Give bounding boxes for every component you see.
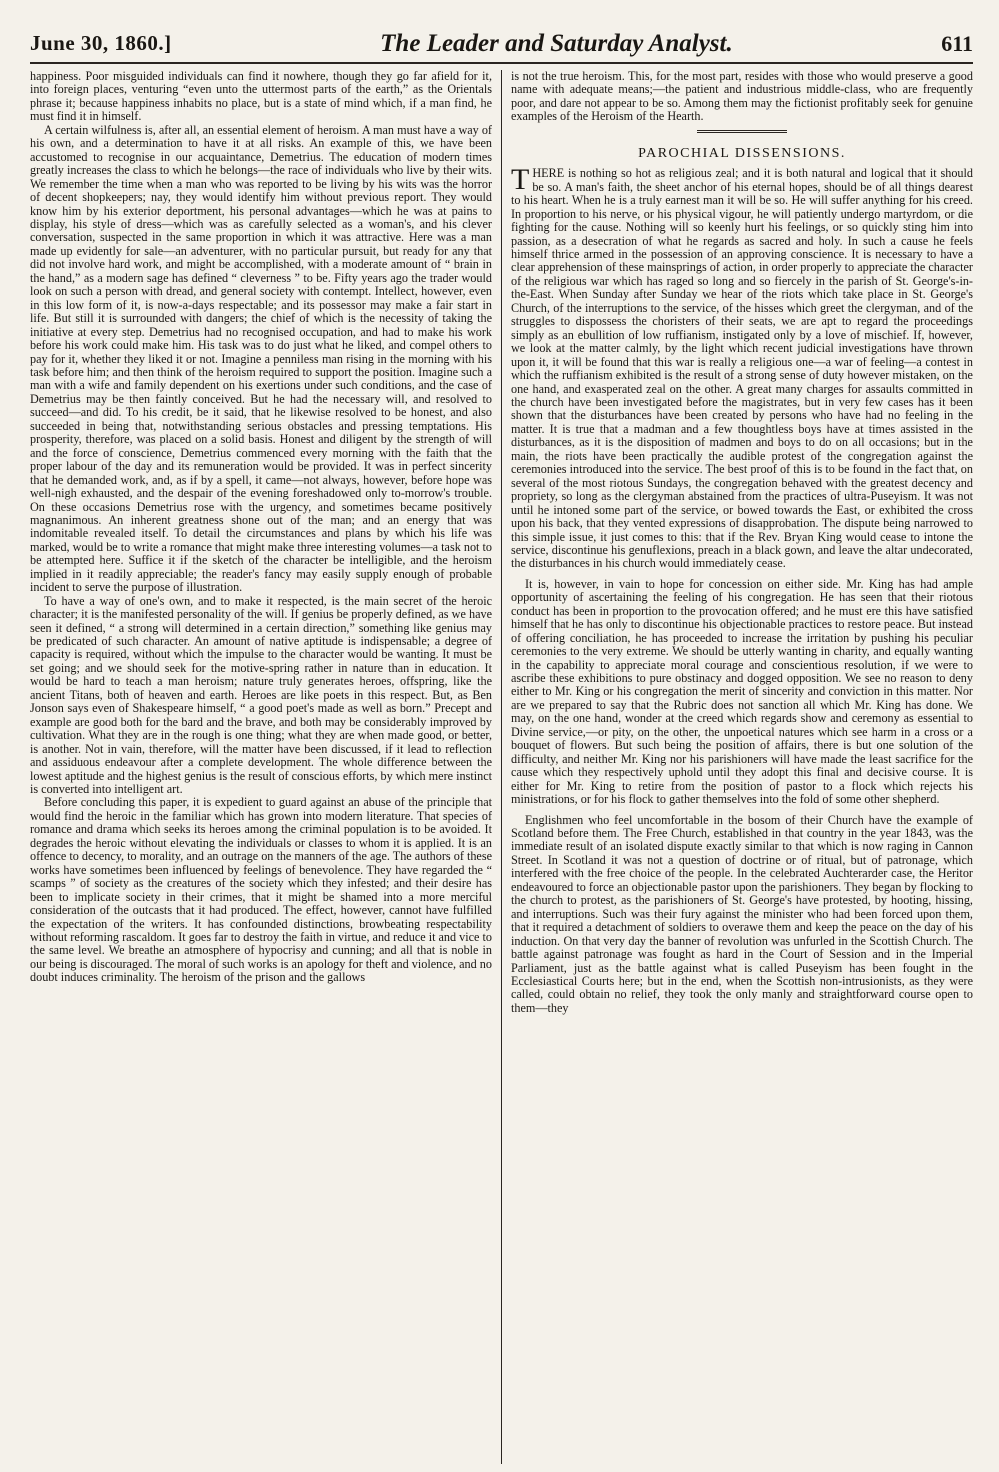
article-columns	[30, 70, 973, 1464]
section-title: PAROCHIAL DISSENSIONS.	[638, 145, 846, 161]
column-divider	[501, 70, 502, 1464]
article-paragraph: Englishmen who feel uncomfortable in the bosom of their Church have the example of Scotland before them. The Free Church, established in that country in the year 1843, was the immediate result of an isolated dispute exactly similar to that which is now raging in Cannon Street. In Scotland it was not a question of doctrine or of ritual, but of patronage, which interfered with the free choice of the people. In the celebrated Auchterarder case, the Heritor endeavoured to force an objectionable pastor upon the parishioners. They began by flocking to the church to protest, as the parishioners of St. George's have protested, by hooting, hissing, and interruptions. Such was their fury against the minister who had been forced upon them, that it required a detachment of soldiers to overawe them and keep the peace on the day of his induction. On that very day the banner of revolution was unfurled in the Scottish Church. The battle against patronage was fought as hard in the Court of Session and in the Imperial Parliament, just as the battle against what is called Puseyism has been fought in the Ecclesiastical Courts here; but in the end, when the Scottish non-intrusionists, as they were called, could obtain no relief, they took the only manly and straightforward course open to them—they	[510, 812, 973, 1015]
article-paragraph: happiness. Poor misguided individuals can find it nowhere, though they go far afield for it, into foreign places, venturing “even unto the uttermost parts of the earth,” as the Orientals phrase it; because happiness inhabits no place, but is a state of mind which, if a man find, he must find it in himself.	[30, 70, 492, 124]
right-column	[511, 70, 973, 1464]
article-paragraph: It is, however, in vain to hope for concession on either side. Mr. King has had ample opportunity of ascertaining the feeling of his congregation. He has seen that their riotous conduct has been in proportion to the provocation offered; and he must ere this have satisfied himself that he has only to discontinue his objectionable practices to restore peace. But instead of offering conciliation, he has proceeded to increase the irritation by pushing his peculiar ceremonies to the very extreme. We should be utterly wanting in charity, and equally wanting in the capability to appreciate moral courage and conscientious resolution, if we were to ascribe these exhibitions to pure obstinacy and dogged opposition. We see no reason to deny either to Mr. King or his congregation the merit of sincerity and conviction in this matter. Nor are we prepared to say that the Rubric does not sanction all which Mr. King has done. We may, on the one hand, wonder at the creed which regards show and ceremony as essential to Divine service,—or pity, on the other, the unpoetical natures which see harm in a cross or a bouquet of flowers. But such being the position of affairs, there is but one solution of the difficulty, and neither Mr. King nor his parishioners will have made the least sacrifice for the cause which they respectively uphold until they adopt this final and decisive course. It is either for Mr. King to retire from the position of pastor to a flock which rejects his ministrations, or for his flock to gather themselves into the fold of some other shepherd.	[510, 576, 973, 807]
article-paragraph: A certain wilfulness is, after all, an essential element of heroism. A man must have a way of his own, and a determination to have it at all risks. An example of this, we have been accustomed to recognise in our acquaintance, Demetrius. The education of modern times greatly increases the class to which he belongs—the race of individuals who live by their wits. We remember the time when a man who was reported to be living by his wits was the horror of decent shopkeepers; nay, they would identify him without previous report. They would know him by his exterior deportment, his personal advantages—which he was at pains to display, his style of dress—which was as carefully selected as a woman's, and his clever conversation, suspected in the same proportion in which it was attractive. Here was a man made up evidently for sale—an adventurer, with no particular pursuit, but ready for any that did not involve hard work, and might be accomplished, with a moderate amount of “ brain in the hand,” as a modern sage has defined “ cleverness ” to be. Fifty years ago the trader would look on such a person with dread, and general society with contempt. Intellect, however, even in this low form of it, is now-a-days respectable; and its possessor may make a fair start in life. But still it is surrounded with dangers; the chief of which is the necessity of taking the initiative at every step. Demetrius had no recognised occupation, and had to make his work before his work could make him. His task was to do just what he liked, and compel others to pay for it, whether they liked it or not. Imagine a penniless man rising in the morning with his task before him; and then think of the heroism required to support the position. Imagine such a man with a wife and family dependent on his exertions under such conditions, and the case of Demetrius may be then faintly conceived. But he had the necessary will, and resolved to succeed—and did. To his credit, be it said, that he likewise resolved to be honest, and also succeeded in being that, notwithstanding serious obstacles and pressing temptations. His prosperity, therefore, was placed on a solid basis. Honest and diligent by the strength of will and the force of conscience, Demetrius commenced every morning with the faith that the proper labour of the day and its remuneration would be provided. It was in perfect sincerity that he demanded work, and, as if by a spell, it came—not always, however, before hope was well-nigh exhausted, and the despair of the evening foreshadowed only to-morrow's trouble. On these occasions Demetrius rose with the urgency, and sometimes became positively magnanimous. An inherent greatness shone out of the man; and an energy that was indomitable revealed itself. To detail the circumstances and plans by which his life was marked, would be to write a romance that might make three interesting volumes—a task not to be attempted here. Suffice it if the sketch of the character be intelligible, and the heroism implied in it readily appreciable; the reader's fancy may easily supply enough of probable incident to serve the purpose of illustration.	[30, 122, 492, 595]
article-paragraph: is not the true heroism. This, for the most part, resides with those who would preserve a good name with adequate means;—the patient and industrious middle-class, who are frequently poor, and dare not appear to be so. Among them may the fictionist profitably seek for genuine examples of the Heroism of the Hearth.	[510, 70, 973, 124]
publication-title: The Leader and Saturday Analyst.	[380, 30, 733, 57]
section-divider	[697, 130, 787, 133]
article-paragraph: To have a way of one's own, and to make it respected, is the main secret of the heroic character; it is the manifested personality of the will. If genius be properly defined, as we have seen it defined, “ a strong will determined in a certain direction,” something like genius may be predicated of such character. An amount of native aptitude is indispensable; a degree of capacity is required, without which the impulse to the character would be wanting. It must be set going; and we should seek for the motive-spring rather in nature than in education. It would be hard to teach a man heroism; nature truly generates heroes, offspring, like the ancient Titans, both of heaven and earth. Heroes are like poets in this respect. But, as Ben Jonson says even of Shakespeare himself, “ a good poet's made as well as born.” Precept and example are good both for the bard and the brave, and both may be considerably improved by cultivation. What they are in the rough is one thing; what they are when made good, or better, is another. Not in vain, therefore, will the matter have been discussed, if it lead to reflection and assiduous endeavour after a complete development. The whole difference between the lowest aptitude and the highest genius is the result of conscious efforts, by which mere instinct is converted into intelligent art.	[30, 593, 492, 797]
left-column	[30, 70, 492, 1464]
article-paragraph: Before concluding this paper, it is expedient to guard against an abuse of the principle that would find the heroic in the familiar which has grown into modern literature. That species of romance and drama which seeks its heroes among the criminal population is to be avoided. It degrades the heroic without elevating the individuals or classes to whom it is applied. It is an offence to decency, to morality, and an outrage on the manners of the age. The authors of these works have sometimes been influenced by feelings of benevolence. They have regarded the “ scamps ” of society as the creatures of the society which they infested; and their desire has been to implicate society in their crimes, that it might be shamed into a more merciful consideration of the outcasts that it had produced. The effect, however, cannot have fulfilled the expectation of the writers. It has confounded distinctions, browbeating respectability without reforming rascaldom. It goes far to destroy the faith in virtue, and reduce it and vice to the same level. We breathe an atmosphere of hypocrisy and cunning; and all that is noble in our being is discouraged. The moral of such works is an apology for theft and violence, and no doubt induces criminality. The heroism of the prison and the gallows	[30, 795, 492, 985]
drop-cap: T	[510, 163, 530, 197]
page-number: 611	[941, 31, 973, 56]
article-paragraph	[510, 163, 973, 571]
masthead	[30, 22, 973, 64]
issue-date: June 30, 1860.]	[30, 31, 172, 55]
article-paragraph-text: HERE is nothing so hot as religious zeal; and it is both natural and logical that it should be so. A man's faith, the sheet anchor of his eternal hopes, should be of all things dearest to his heart. When he is a truly earnest man it will be so. He will suffer anything for his creed. In proportion to his nerve, or his physical vigour, he will patiently undergo martyrdom, or die fighting for the cause. Nothing will so keenly hurt his feelings, or so quickly sting him into passion, as a desecration of what he regards as sacred and holy. In such a cause he feels himself thrice armed in the possession of an approving conscience. It is necessary to have a clear apprehension of these mainsprings of action, in order properly to appreciate the character of the religious war which has raged so long and so fiercely in the parish of St. George's-in-the-East. When Sunday after Sunday we hear of the riots which take place in St. George's Church, of the interruptions to the service, of the hisses which greet the clergyman, and of the struggles to dispossess the choristers of their seats, we are apt to regard the proceedings simply as an ebullition of low ruffianism, instigated only by a love of mischief. If, however, we look at the matter calmly, by the light which recent judicial investigations have thrown upon it, it will be found that this war is really a religious one—a war of feeling—a contest in which the ruffianism exhibited is the result of a strong sense of duty however mistaken, on the one hand, and exasperated zeal on the other. A great many charges for assaults committed in the church have been investigated before the magistrates, but in very few cases has it been shown that the disturbances have been created by persons who have had no feeling in the matter. It is true that a madman and a few thoughtless boys have at times assisted in the disturbances, as it is the disposition of madmen and boys to do on all occasions; but in the main, the riots have been practically the audible protest of the congregation against the ceremonies introduced into the service. The best proof of this is to be found in the fact that, on several of the most riotous Sundays, the congregation behaved with the greatest decency and propriety, so long as the clergyman abstained from the practices of ultra-Puseyism. It was not until he intoned some part of the service, or bowed towards the East, or exhibited the cross upon his back, that they vented expressions of disapprobation. The dispute being narrowed to this simple issue, it just comes to this: that if the Rev. Bryan King would cease to intone the service, discontinue his genuflexions, preach in a black gown, and leave the altar undecorated, the disturbances in his church would immediately cease.	[510, 166, 973, 571]
